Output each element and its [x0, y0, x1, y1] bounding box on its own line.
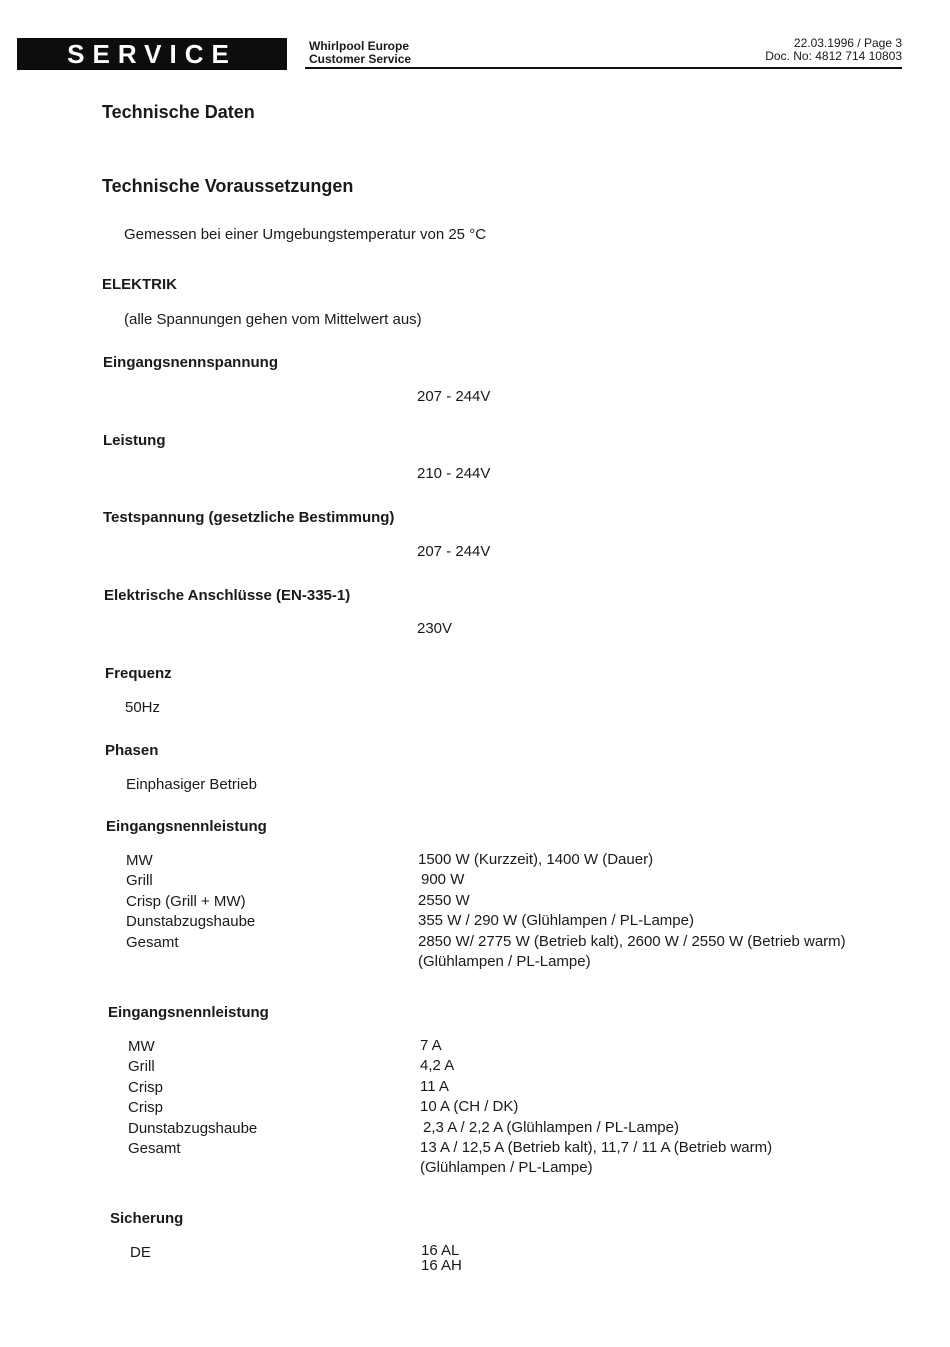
list-value: 2850 W/ 2775 W (Betrieb kalt), 2600 W / 2550 W (Betrieb warm) — [418, 932, 846, 950]
company-block — [309, 40, 411, 66]
list-value: 355 W / 290 W (Glühlampen / PL-Lampe) — [418, 912, 694, 930]
list-value: 13 A / 12,5 A (Betrieb kalt), 11,7 / 11 A (Betrieb warm) — [420, 1139, 773, 1157]
list-value: 11 A — [420, 1077, 449, 1095]
company-department: Customer Service — [309, 52, 412, 66]
service-logo: SERVICE — [17, 38, 287, 70]
phasen-label: Phasen — [105, 742, 159, 759]
doc-number: Doc. No: 4812 714 10803 — [765, 49, 902, 63]
frequenz-value: 50Hz — [125, 699, 161, 716]
company-name: Whirlpool Europe — [309, 39, 409, 53]
list-value: (Glühlampen / PL-Lampe) — [418, 953, 591, 971]
list-value: 16 AH — [421, 1257, 462, 1274]
doc-info — [765, 37, 902, 63]
leistung-label: Leistung — [103, 432, 166, 449]
list-item: Crisp — [128, 1078, 164, 1096]
elektrik-heading: ELEKTRIK — [102, 276, 177, 293]
list-value: 900 W — [421, 871, 465, 889]
elektrik-note: (alle Spannungen gehen vom Mittelwert aus) — [124, 311, 422, 328]
list-value: 10 A (CH / DK) — [420, 1098, 519, 1116]
list-item: MW — [128, 1038, 155, 1055]
list-value: 7 A — [420, 1037, 442, 1054]
list-item: Grill — [128, 1058, 155, 1076]
anschluesse-label: Elektrische Anschlüsse (EN-335-1) — [104, 587, 351, 604]
list-value: 4,2 A — [420, 1057, 455, 1075]
list-item: Crisp — [128, 1099, 164, 1117]
anschluesse-value: 230V — [417, 620, 453, 637]
list-item: MW — [126, 852, 153, 869]
leistung-value: 210 - 244V — [417, 465, 491, 482]
page-title: Technische Daten — [102, 102, 255, 122]
phasen-value: Einphasiger Betrieb — [126, 776, 257, 793]
eingangsnennspannung-label: Eingangsnennspannung — [103, 354, 278, 371]
section-title: Technische Voraussetzungen — [102, 176, 354, 196]
leistung-watt-label: Eingangsnennleistung — [106, 818, 267, 835]
eingangsnennspannung-value: 207 - 244V — [417, 388, 491, 405]
sicherung-country: DE — [130, 1244, 151, 1261]
header-rule — [305, 67, 902, 69]
leistung-ampere-items — [128, 1037, 257, 1159]
testspannung-value: 207 - 244V — [417, 543, 491, 560]
frequenz-label: Frequenz — [105, 665, 172, 682]
list-item: Crisp (Grill + MW) — [126, 892, 246, 910]
list-item: Dunstabzugshaube — [128, 1119, 258, 1137]
list-value: (Glühlampen / PL-Lampe) — [420, 1159, 593, 1177]
measurement-note: Gemessen bei einer Umgebungstemperatur von 25 °C — [124, 226, 487, 243]
testspannung-label: Testspannung (gesetzliche Bestimmung) — [103, 509, 395, 526]
date-page: 22.03.1996 / Page 3 — [793, 36, 902, 50]
list-value: 1500 W (Kurzzeit), 1400 W (Dauer) — [418, 851, 654, 868]
sicherung-values — [421, 1243, 462, 1273]
list-value: 16 AL — [421, 1242, 460, 1259]
sicherung-label: Sicherung — [110, 1210, 184, 1227]
list-item: Dunstabzugshaube — [126, 913, 256, 931]
leistung-watt-items — [126, 851, 255, 953]
list-value: 2550 W — [418, 891, 470, 909]
leistung-ampere-values — [420, 1036, 772, 1179]
leistung-watt-values — [418, 850, 846, 972]
list-item: Gesamt — [128, 1140, 181, 1158]
list-item: Gesamt — [126, 933, 179, 951]
list-value: 2,3 A / 2,2 A (Glühlampen / PL-Lampe) — [423, 1118, 679, 1136]
leistung-ampere-label: Eingangsnennleistung — [108, 1004, 269, 1021]
list-item: Grill — [126, 872, 153, 890]
